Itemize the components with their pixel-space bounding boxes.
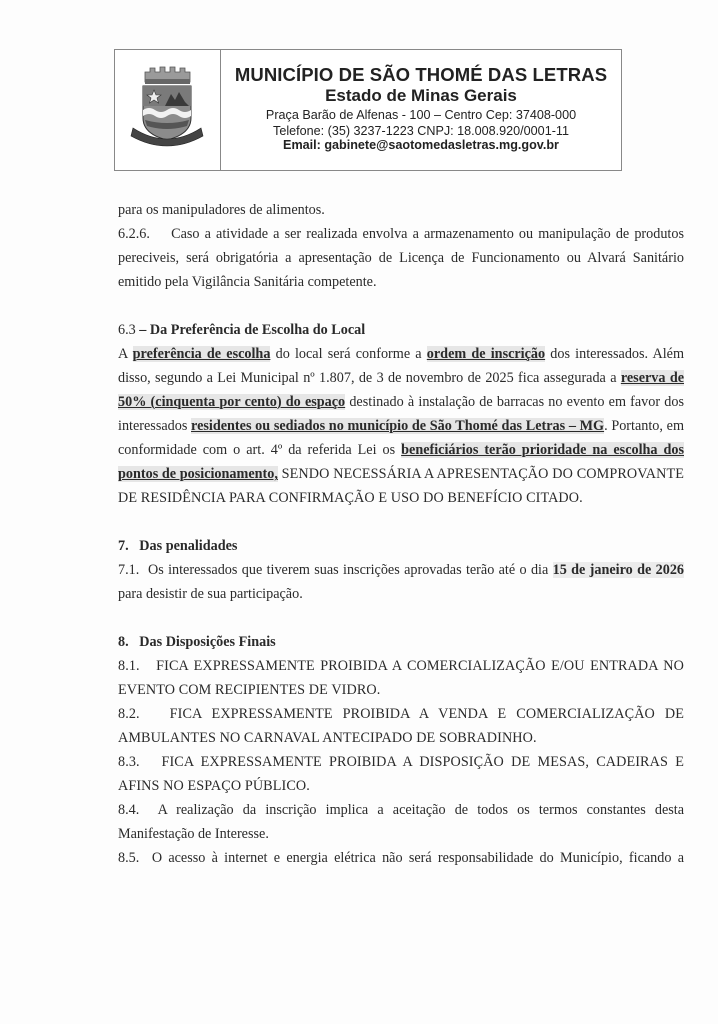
text: . Portanto, em conformidade com o art. 4º da referida Lei os xyxy=(118,418,684,458)
section-6-2-6-line-3: emitido pela Vigilância Sanitária competente. xyxy=(118,274,377,290)
text: O acesso à internet e energia elétrica não será responsabilidade do Município, ficando a xyxy=(151,850,685,866)
address: Praça Barão de Alfenas - 100 – Centro Cep: 37408-000 xyxy=(265,108,577,122)
section-number: 8.1. xyxy=(118,658,140,674)
paragraph-continuation: para os manipuladores de alimentos. xyxy=(118,202,325,218)
text: destinado à instalação de barracas no evento em favor dos interessados xyxy=(118,394,684,434)
text: do local será conforme a xyxy=(270,346,427,362)
section-6-2-6-line-2: pereciveis, será obrigatória a apresentação de Licença de Funcionamento ou Alvará Sanitário xyxy=(118,250,684,266)
section-6-3-heading xyxy=(118,318,684,342)
section-text: Caso a atividade a ser realizada envolva a armazenamento ou manipulação de produtos xyxy=(171,226,684,242)
text: dos interessados. Além disso, segundo a Lei Municipal nº 1.807, de 3 de novembro de 2025 fica assegurada a xyxy=(118,346,684,386)
text: FICA EXPRESSAMENTE PROIBIDA A DISPOSIÇÃO DE MESAS, CADEIRAS E AFINS NO ESPAÇO PÚBLICO. xyxy=(118,754,684,794)
section-8-4 xyxy=(118,798,684,846)
text: para desistir de sua participação. xyxy=(118,586,303,602)
section-6-2-6-line-1 xyxy=(118,222,684,246)
highlight-ordem-inscricao: ordem de inscrição xyxy=(426,346,546,362)
email-address[interactable]: Email: gabinete@saotomedasletras.mg.gov.br xyxy=(283,138,559,152)
highlight-preferencia: preferência de escolha xyxy=(132,346,271,362)
section-8-heading: 8. Das Disposições Finais xyxy=(118,634,276,650)
section-number: 8.5. xyxy=(118,850,140,866)
highlight-beneficiarios: beneficiários terão prioridade na escolha dos pontos de posicionamento, xyxy=(118,442,684,482)
document-body xyxy=(118,198,684,870)
section-7-1 xyxy=(118,558,684,606)
section-8-1 xyxy=(118,654,684,702)
section-number: 8.3. xyxy=(118,754,140,770)
phone-cnpj: Telefone: (35) 3237-1223 CNPJ: 18.008.920/0001-11 xyxy=(273,124,569,138)
state-name: Estado de Minas Gerais xyxy=(325,86,517,105)
text: FICA EXPRESSAMENTE PROIBIDA A VENDA E COMERCIALIZAÇÃO DE AMBULANTES NO CARNAVAL ANTECIPADO DE SOBRADINHO. xyxy=(118,706,684,746)
highlight-date: 15 de janeiro de 2026 xyxy=(552,562,685,578)
crest-cell xyxy=(115,50,221,170)
section-8-2 xyxy=(118,702,684,750)
letterhead-text xyxy=(221,50,621,152)
section-8-5 xyxy=(118,846,684,870)
section-title: – Da Preferência de Escolha do Local xyxy=(139,322,366,338)
text: Os interessados que tiverem suas inscrições aprovadas terão até o dia xyxy=(147,562,553,578)
section-7-heading: 7. Das penalidades xyxy=(118,538,238,554)
highlight-residentes: residentes ou sediados no município de São Thomé das Letras – MG xyxy=(191,418,605,434)
text: A xyxy=(118,346,133,362)
section-8-3 xyxy=(118,750,684,798)
coat-of-arms-icon xyxy=(127,62,207,154)
text: FICA EXPRESSAMENTE PROIBIDA A COMERCIALIZAÇÃO E/OU ENTRADA NO EVENTO COM RECIPIENTES DE VIDRO. xyxy=(118,658,684,698)
section-6-3-paragraph xyxy=(118,342,684,510)
highlight-reserva: reserva de 50% (cinquenta por cento) do espaço xyxy=(118,370,685,410)
text: SENDO NECESSÁRIA A APRESENTAÇÃO DO COMPROVANTE DE RESIDÊNCIA PARA CONFIRMAÇÃO E USO DO BENEFÍCIO CITADO. xyxy=(118,466,684,506)
letterhead xyxy=(114,49,622,171)
section-number: 6.3 xyxy=(118,322,136,338)
section-number: 8.2. xyxy=(118,706,140,722)
text: A realização da inscrição implica a aceitação de todos os termos constantes desta Manifestação de Interesse. xyxy=(118,802,685,842)
municipality-title: MUNICÍPIO DE SÃO THOMÉ DAS LETRAS xyxy=(234,64,608,85)
section-6-2-6 xyxy=(118,222,684,294)
section-number: 6.2.6. xyxy=(118,226,150,242)
section-number: 7.1. xyxy=(118,562,140,578)
section-number: 8.4. xyxy=(118,802,140,818)
